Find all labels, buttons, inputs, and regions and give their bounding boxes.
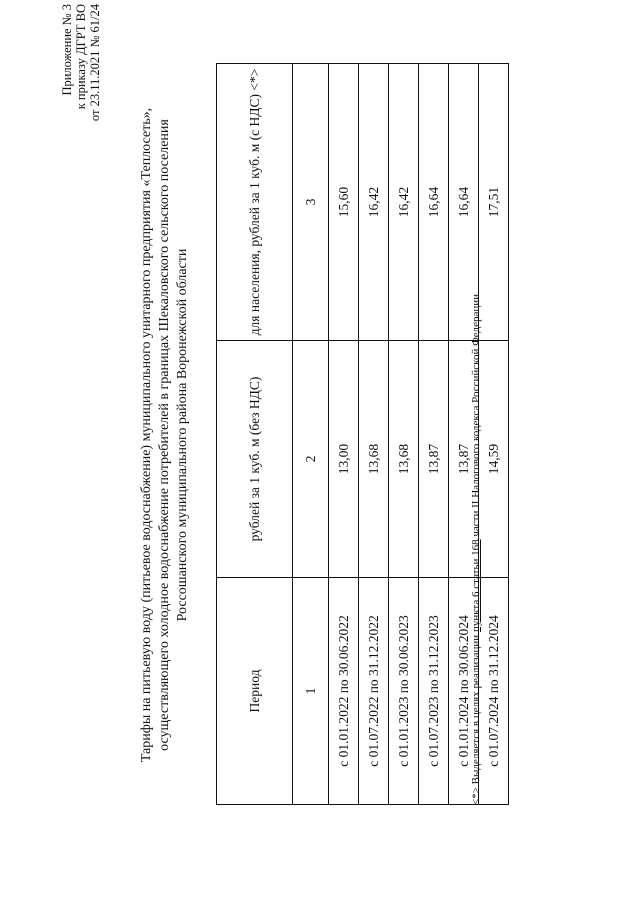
column-number-row xyxy=(293,64,329,805)
table-row xyxy=(329,64,359,805)
column-number: 1 xyxy=(293,578,329,805)
price-with-vat-cell: 17,51 xyxy=(479,64,509,341)
footnote-prefix: <*> Выделяется в целях реализации xyxy=(470,632,482,805)
appendix-number: Приложение № 3 xyxy=(60,4,74,96)
appendix-order-ref: к приказу ДГРТ ВО xyxy=(74,4,88,110)
table-row xyxy=(359,64,389,805)
title-line-3: Россошанского муниципального района Воронежской области xyxy=(175,248,190,622)
price-with-vat-cell: 16,42 xyxy=(389,64,419,341)
header-price-no-vat: рублей за 1 куб. м (без НДС) xyxy=(217,341,293,578)
tax-code-article-link[interactable]: пункта 6 статьи 168 xyxy=(470,539,482,633)
appendix-order-date: от 23.11.2021 № 61/24 xyxy=(88,4,102,122)
header-price-with-vat: для населения, рублей за 1 куб. м (с НДС) <*> xyxy=(217,64,293,341)
period-cell: с 01.07.2022 по 31.12.2022 xyxy=(359,578,389,805)
price-no-vat-cell: 13,87 xyxy=(449,341,479,578)
price-with-vat-cell: 16,42 xyxy=(359,64,389,341)
period-cell: с 01.07.2023 по 31.12.2023 xyxy=(419,578,449,805)
title-line-2: осуществляющего холодное водоснабжение потребителей в границах Шекаловского сельского поселения xyxy=(157,119,172,751)
price-no-vat-cell: 13,68 xyxy=(359,341,389,578)
document-title xyxy=(138,85,192,785)
period-cell: с 01.07.2024 по 31.12.2024 xyxy=(479,578,509,805)
header-period: Период xyxy=(217,578,293,805)
period-cell: с 01.01.2023 по 30.06.2023 xyxy=(389,578,419,805)
price-with-vat-cell: 16,64 xyxy=(419,64,449,341)
tariff-table xyxy=(216,63,509,805)
period-cell: с 01.01.2024 по 30.06.2024 xyxy=(449,578,479,805)
price-with-vat-cell: 16,64 xyxy=(449,64,479,341)
table-header-row xyxy=(217,64,293,805)
appendix-header xyxy=(60,4,102,224)
column-number: 3 xyxy=(293,64,329,341)
price-no-vat-cell: 13,00 xyxy=(329,341,359,578)
title-line-1: Тарифы на питьевую воду (питьевое водоснабжение) муниципального унитарного предприятия «Теплосеть», xyxy=(139,107,154,763)
price-no-vat-cell: 13,87 xyxy=(419,341,449,578)
table-row xyxy=(419,64,449,805)
table-row xyxy=(389,64,419,805)
price-with-vat-cell: 15,60 xyxy=(329,64,359,341)
footnote-suffix: части II Налогового кодекса Российской Федерации. xyxy=(470,291,482,540)
price-no-vat-cell: 14,59 xyxy=(479,341,509,578)
column-number: 2 xyxy=(293,341,329,578)
footnote xyxy=(470,105,482,805)
table-row xyxy=(479,64,509,805)
period-cell: с 01.01.2022 по 30.06.2022 xyxy=(329,578,359,805)
price-no-vat-cell: 13,68 xyxy=(389,341,419,578)
